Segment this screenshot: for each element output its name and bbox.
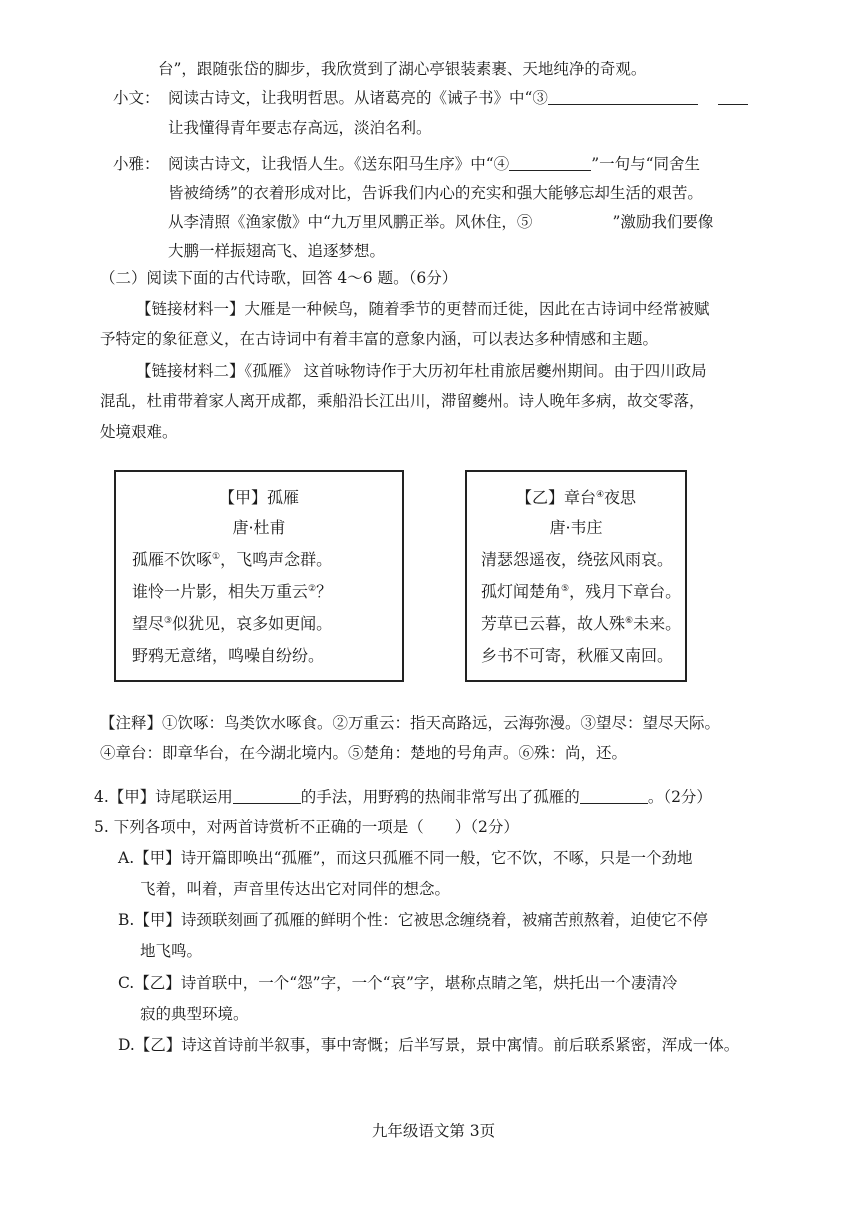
blank-3[interactable]	[548, 104, 698, 105]
material-2-line-1: 【链接材料二】《孤雁》 这首咏物诗作于大历初年杜甫旅居夔州期间。由于四川政局	[136, 362, 707, 380]
material-2-line-2: 混乱，杜甫带着家人离开成都，乘船沿长江出川，滞留夔州。诗人晚年多病，故交零落，	[100, 392, 705, 410]
poem-a-line-2: 谁怜一片影，相失万重云②？	[132, 582, 333, 601]
option-a-line-2: 飞着，叫着，声音里传达出它对同伴的想念。	[140, 880, 451, 898]
material-1-line-1: 【链接材料一】大雁是一种候鸟，随着季节的更替而迁徙，因此在古诗词中经常被赋	[136, 300, 710, 318]
poem-a-box	[114, 470, 404, 682]
poem-b-box	[465, 470, 687, 682]
option-b-line-1: B.【甲】诗颈联刻画了孤雁的鲜明个性：它被思念缠绕着，被痛苦煎熬着，迫使它不停	[118, 911, 708, 929]
xiaoya-line-2: 皆被绮绣”的衣着形成对比，告诉我们内心的充实和强大能够忘却生活的艰苦。	[168, 184, 703, 202]
material-1-line-2: 予特定的象征意义，在古诗词中有着丰富的意象内涵，可以表达多种情感和主题。	[100, 330, 659, 348]
option-c-line-2: 寂的典型环境。	[140, 1005, 249, 1023]
xiaoya-line-4: 大鹏一样振翅高飞、追逐梦想。	[168, 242, 386, 260]
poem-a-line-4: 野鸦无意绪，鸣噪自纷纷。	[132, 646, 325, 665]
continuation-line: 台”，跟随张岱的脚步，我欣赏到了湖心亭银装素裹、天地纯净的奇观。	[158, 60, 647, 78]
material-2-line-3: 处境艰难。	[100, 423, 178, 441]
poem-b-title: 【乙】章台④夜思	[515, 488, 637, 507]
poem-a-title: 【甲】孤雁	[218, 488, 299, 507]
poem-b-author: 唐·韦庄	[549, 518, 603, 537]
speaker-xiaowen: 小文：	[113, 89, 160, 107]
q4-blank-2[interactable]	[580, 803, 648, 804]
poem-b-line-3: 芳草已云暮，故人殊⑥未来。	[481, 614, 682, 633]
blank-3b[interactable]	[718, 104, 748, 105]
poem-a-line-3: 望尽③似犹见，哀多如更闻。	[132, 614, 333, 633]
poem-b-line-1: 清瑟怨遥夜，绕弦风雨哀。	[481, 550, 674, 569]
xiaoya-line-1: 阅读古诗文，让我悟人生。《送东阳马生序》中“④ ”一句与“同舍生	[168, 155, 701, 173]
q4-blank-1[interactable]	[233, 803, 301, 804]
blank-4[interactable]	[509, 170, 591, 171]
xiaowen-line-2: 让我懂得青年要志存高远，淡泊名利。	[168, 119, 432, 137]
poem-a-line-1: 孤雁不饮啄①，飞鸣声念群。	[132, 550, 333, 569]
speaker-xiaoya: 小雅：	[113, 155, 160, 173]
option-b-line-2: 地飞鸣。	[140, 942, 203, 960]
option-a-line-1: A.【甲】诗开篇即唤出“孤雁”，而这只孤雁不同一般，它不饮，不啄，只是一个劲地	[118, 849, 693, 867]
page-footer: 九年级语文第 3页	[371, 1122, 496, 1140]
poem-a-author: 唐·杜甫	[232, 518, 286, 537]
poem-b-line-2: 孤灯闻楚角⑤，残月下章台。	[481, 582, 682, 601]
notes-line-2: ④章台：即章华台，在今湖北境内。⑤楚角：楚地的号角声。⑥殊：尚，还。	[100, 744, 628, 762]
question-5-stem: 5. 下列各项中，对两首诗赏析不正确的一项是（ ）（2分）	[94, 818, 519, 836]
poem-b-line-4: 乡书不可寄，秋雁又南回。	[481, 646, 674, 665]
notes-line-1: 【注释】①饮啄：鸟类饮水啄食。②万重云：指天高路远，云海弥漫。③望尽：望尽天际。	[100, 714, 721, 732]
section-heading: （二）阅读下面的古代诗歌，回答 4～6 题。（6分）	[100, 269, 458, 287]
question-4: 4.【甲】诗尾联运用 的手法，用野鸦的热闹非常写出了孤雁的 。（2分）	[94, 788, 712, 806]
option-c-line-1: C.【乙】诗首联中，一个“怨”字，一个“哀”字，堪称点睛之笔，烘托出一个凄清冷	[118, 974, 678, 992]
option-d-line-1: D.【乙】诗这首诗前半叙事，事中寄慨；后半写景，景中寓情。前后联系紧密，浑成一体。	[118, 1036, 740, 1054]
xiaoya-line-3: 从李清照《渔家傲》中“九万里风鹏正举。风休住，⑤ ”激励我们要像	[168, 213, 714, 231]
xiaowen-line-1: 阅读古诗文，让我明哲思。从诸葛亮的《诫子书》中“③	[168, 91, 748, 107]
